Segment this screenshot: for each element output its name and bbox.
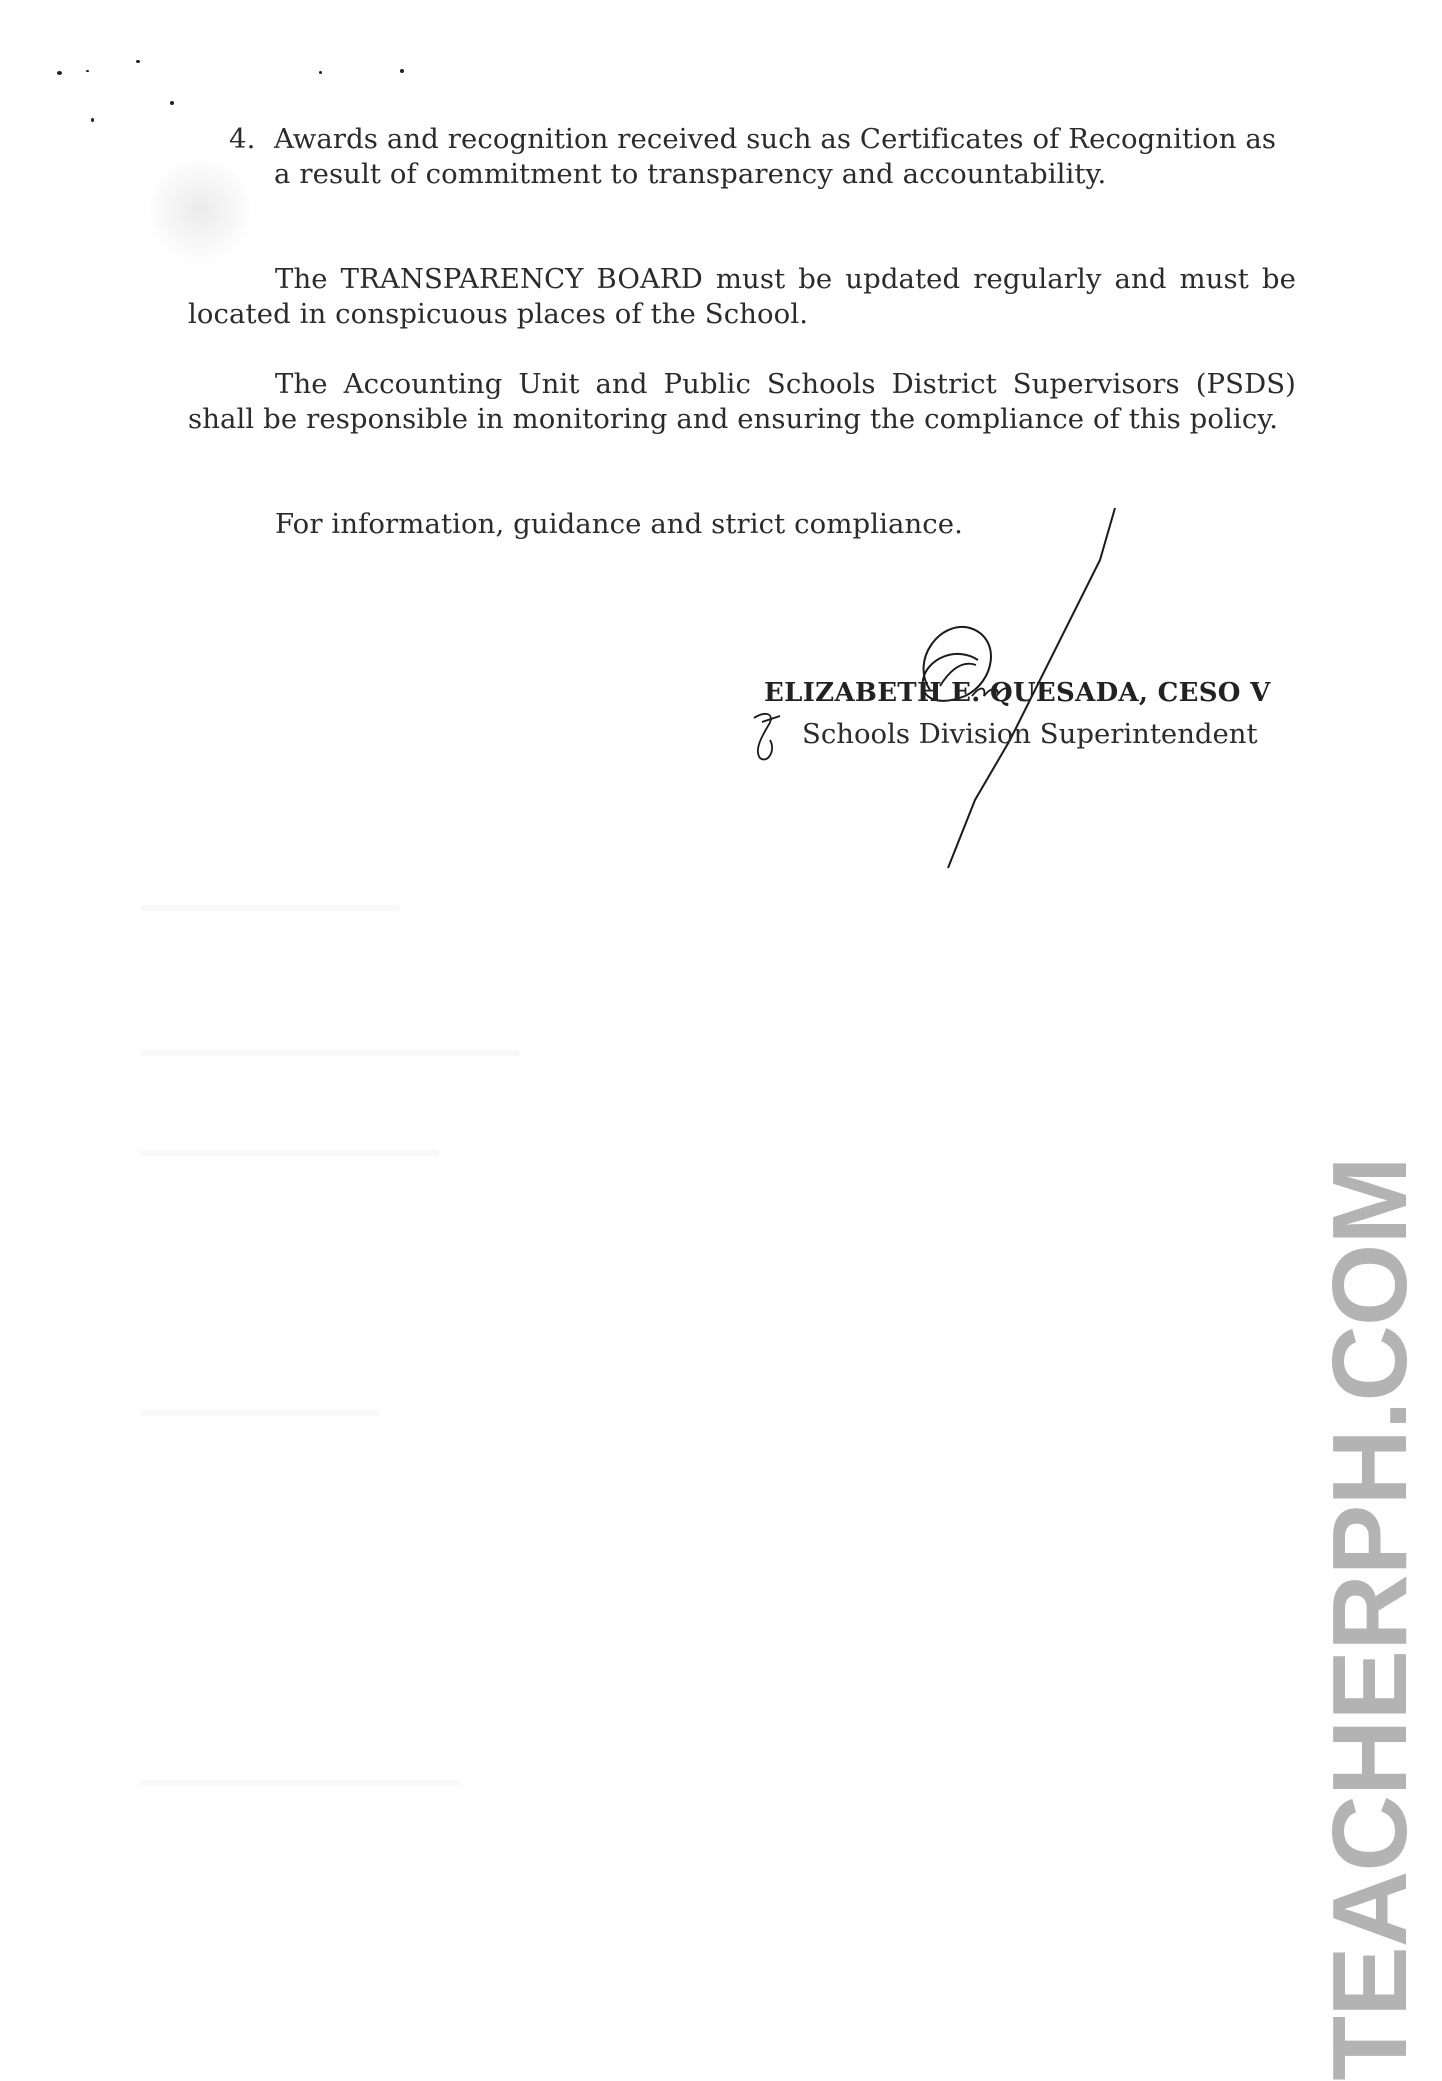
bleed-through-line [140,1150,440,1156]
watermark-text: TEACHERPH.COM [1311,1157,1429,2081]
paragraph-text: The Accounting Unit and Public Schools District Supervisors (PSDS) shall be responsible in monitoring and ensuring the compliance of this policy. [188,368,1296,435]
scan-speck [86,70,89,72]
signature-block [740,560,1300,820]
paragraph-transparency-board [188,262,1296,332]
list-item-text: Awards and recognition received such as Certificates of Recognition as a result of commitment to transparency and accountability. [274,123,1277,190]
paragraph-closing [188,507,1296,542]
bleed-through-line [140,1410,380,1416]
bleed-through-line [140,905,400,911]
signatory-name: ELIZABETH E. QUESADA, CESO V [764,678,1271,708]
paragraph-text: The TRANSPARENCY BOARD must be updated regularly and must be located in conspicuous places of the School. [188,263,1296,330]
bleed-through-line [140,1050,520,1056]
scan-speck [91,118,94,122]
paragraph-monitoring [188,367,1296,437]
scan-speck [57,71,62,75]
bleed-through-line [140,1780,460,1786]
signatory-title: Schools Division Superintendent [802,718,1258,750]
list-item-number: 4. [229,123,256,155]
list-item-4 [229,122,1299,192]
watermark [1305,1157,1435,2081]
scan-speck [319,71,322,74]
scan-speck [400,69,404,73]
scan-speck [136,60,140,63]
paragraph-text: For information, guidance and strict compliance. [275,508,964,540]
scan-speck [170,101,174,105]
